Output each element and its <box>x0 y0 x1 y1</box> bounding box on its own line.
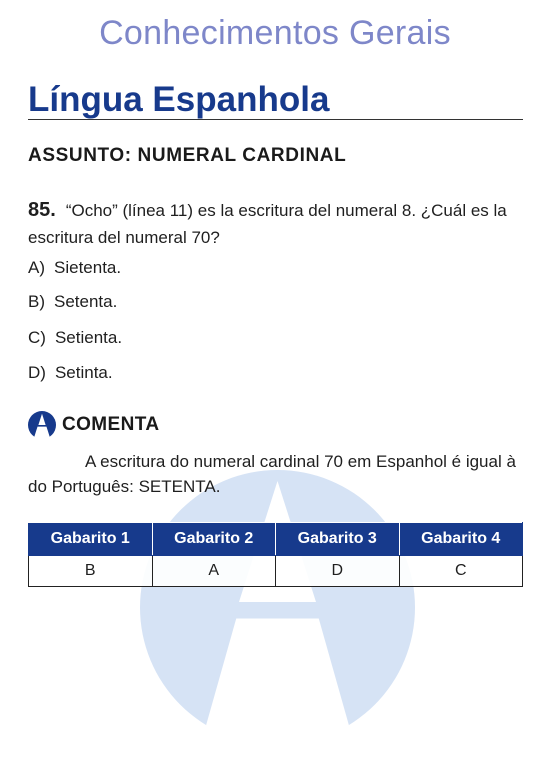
question-number: 85. <box>28 199 56 221</box>
answer-key-value: C <box>399 556 523 587</box>
option-b[interactable] <box>28 292 117 312</box>
answer-key-header-row <box>29 523 523 556</box>
answer-key-header: Gabarito 1 <box>29 523 153 556</box>
comment-header <box>28 410 159 440</box>
option-text: Sietenta. <box>54 258 122 277</box>
answer-key-header: Gabarito 2 <box>152 523 276 556</box>
header-title: Conhecimentos Gerais <box>99 14 451 52</box>
option-text: Setenta. <box>54 292 118 311</box>
comment-label: COMENTA <box>62 414 160 435</box>
answer-key-value: A <box>152 556 276 587</box>
answer-key-row <box>29 556 523 587</box>
option-c[interactable] <box>28 328 122 348</box>
topic-label: ASSUNTO: NUMERAL CARDINAL <box>28 145 347 166</box>
answer-key-header: Gabarito 3 <box>276 523 400 556</box>
option-letter: B) <box>28 292 45 311</box>
option-a[interactable] <box>28 258 121 278</box>
title-divider <box>28 119 523 120</box>
option-text: Setinta. <box>54 363 113 382</box>
question-stem <box>28 197 525 251</box>
answer-key-header: Gabarito 4 <box>399 523 523 556</box>
answer-key-value: D <box>276 556 400 587</box>
option-letter: D) <box>28 363 46 382</box>
option-text: Setienta. <box>54 328 123 347</box>
question-text: “Ocho” (línea 11) es la escritura del numeral 8. ¿Cuál es la escritura del numeral 70? <box>28 201 507 247</box>
answer-key-table <box>28 522 523 587</box>
option-d[interactable] <box>28 363 113 383</box>
option-letter: A) <box>28 258 45 277</box>
comment-text: A escritura do numeral cardinal 70 em Espanhol é igual à do Português: SETENTA. <box>28 452 516 496</box>
brand-a-icon <box>28 411 56 439</box>
subject-title: Língua Espanhola <box>28 80 330 119</box>
option-letter: C) <box>28 328 46 347</box>
answer-key-value: B <box>29 556 153 587</box>
